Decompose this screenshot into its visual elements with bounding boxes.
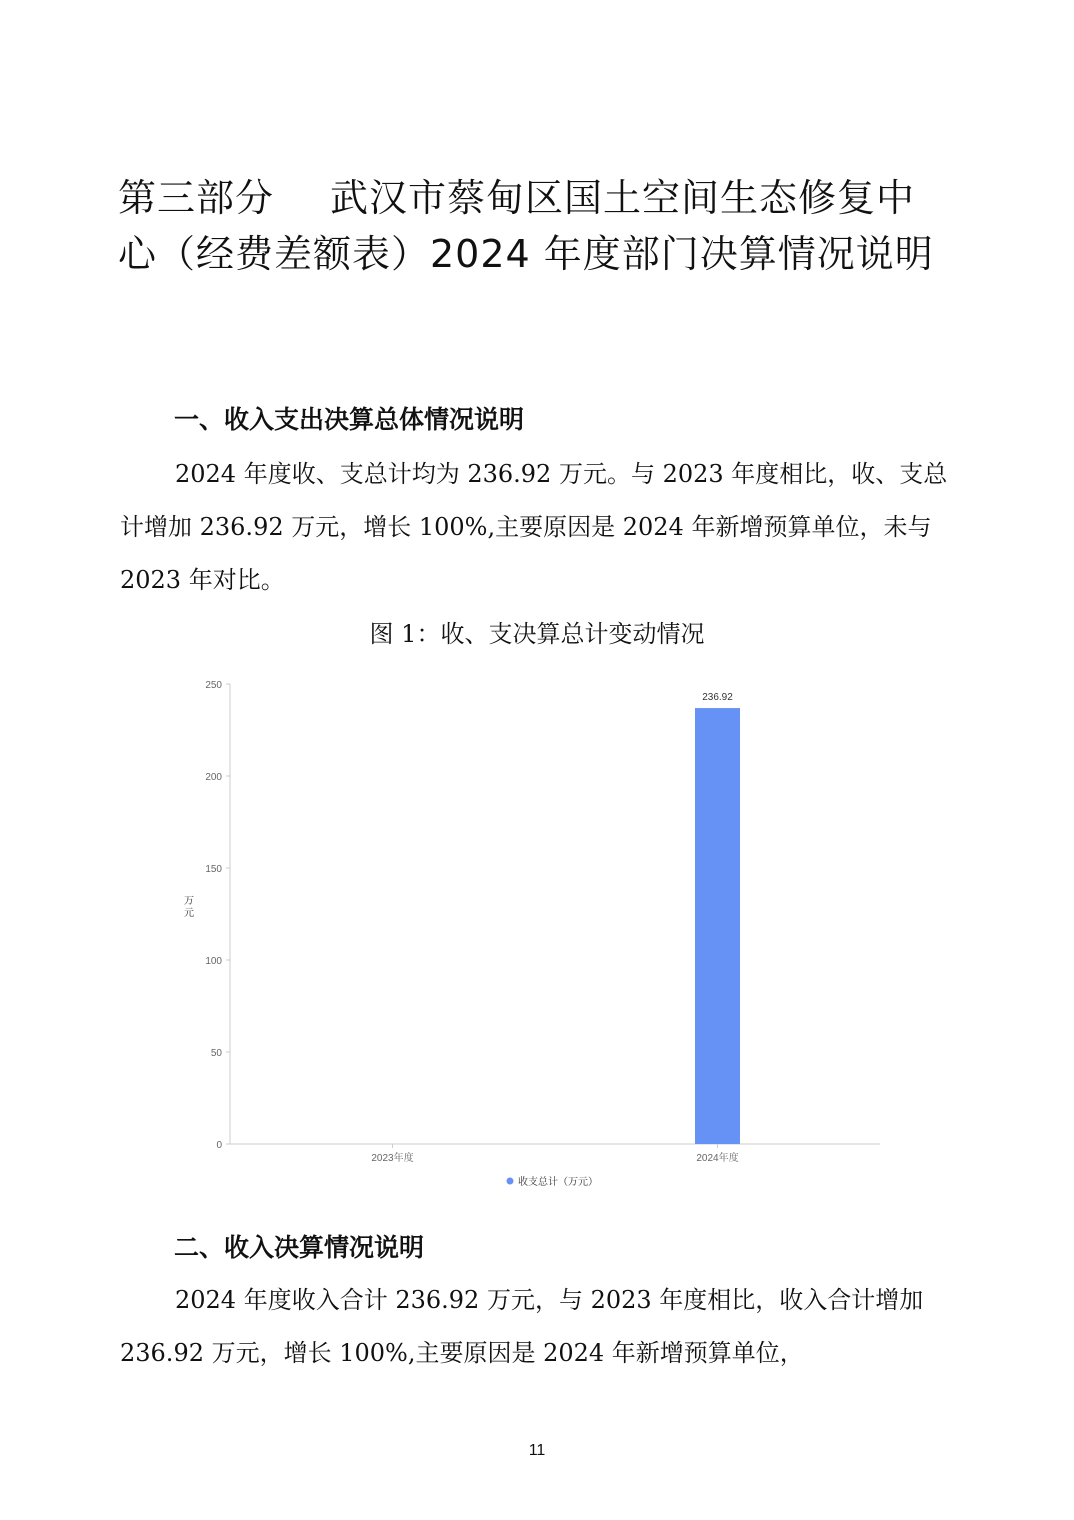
page-title	[118, 170, 968, 282]
y-tick-label: 250	[205, 680, 222, 691]
section2-heading: 二、收入决算情况说明	[174, 1233, 425, 1262]
figure-caption: 图 1：收、支决算总计变动情况	[369, 620, 705, 648]
y-tick-label: 0	[216, 1140, 222, 1151]
x-tick-label: 2023年度	[371, 1153, 414, 1164]
legend-label: 收支总计（万元）	[518, 1177, 598, 1188]
page-number: 11	[528, 1442, 546, 1459]
y-tick-label: 150	[205, 864, 222, 875]
title-line1: 武汉市蔡甸区国土空间生态修复中	[330, 176, 916, 220]
y-tick-label: 200	[205, 772, 222, 783]
title-part: 第三部分	[118, 176, 275, 220]
section1-paragraph: 2024 年度收、支总计均为 236.92 万元。与 2023 年度相比，收、支总计增加 236.92 万元，增长 100%,主要原因是 2024 年新增预算单位，未与 2023 年对比。	[120, 460, 948, 594]
y-axis-title: 万元	[184, 896, 194, 919]
x-tick-label: 2024年度	[696, 1153, 739, 1164]
bar-2024年度	[695, 708, 740, 1144]
y-tick-label: 50	[210, 1048, 222, 1059]
section1-heading: 一、收入支出决算总体情况说明	[174, 405, 525, 434]
bar-data-label: 236.92	[702, 692, 733, 704]
section2-paragraph: 2024 年度收入合计 236.92 万元，与 2023 年度相比，收入合计增加 236.92 万元，增长 100%,主要原因是 2024 年新增预算单位，	[120, 1286, 924, 1367]
y-tick-label: 100	[205, 956, 222, 967]
bar-chart	[170, 670, 900, 1195]
legend-marker	[507, 1178, 514, 1185]
title-line2: 心（经费差额表）2024 年度部门决算情况说明	[118, 232, 934, 276]
